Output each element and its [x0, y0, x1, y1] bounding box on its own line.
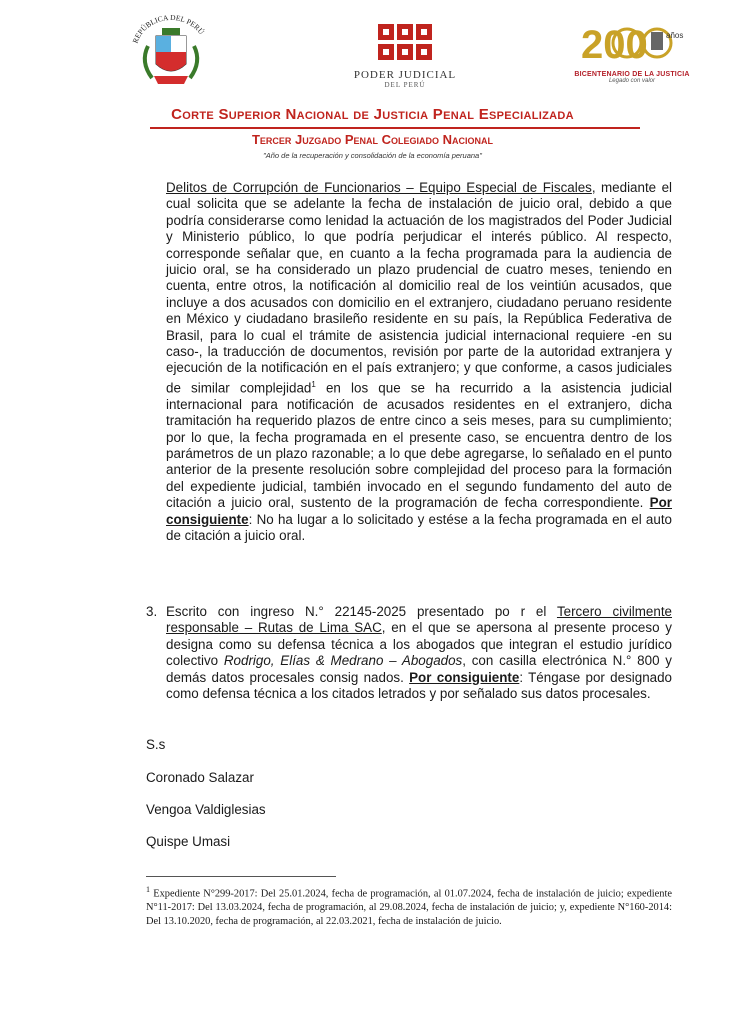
fiscal-team-ref: Delitos de Corrupción de Funcionarios – Equipo Especial de Fiscales	[166, 180, 592, 195]
bicentenario-logo	[572, 18, 692, 90]
svg-text:200: 200	[581, 23, 648, 66]
seal-caption-icon: REPÚBLICA DEL PERÚ	[130, 12, 207, 45]
poder-judicial-icon	[376, 22, 434, 62]
court-title: Corte Superior Nacional de Justicia Penal Especializada	[171, 106, 574, 123]
coat-of-arms-icon	[126, 12, 216, 92]
poder-judicial-name: PODER JUDICIAL	[353, 69, 457, 81]
bicentenario-tagline: Legado con valor	[608, 78, 656, 84]
paragraph-continuation	[166, 180, 672, 544]
por-consiguiente-label: Por consiguiente	[166, 495, 672, 527]
year-motto: "Año de la recuperación y consolidación de la economía peruana"	[263, 151, 482, 160]
title-divider	[150, 127, 640, 129]
para3-text-b: , en el que se apersona al presente proceso y designa como su defensa técnica a los abogados que integran el estudio jurídico colectivo	[166, 620, 673, 669]
signature-judge-2: Vengoa Valdiglesias	[146, 802, 266, 817]
bicentenario-200-icon	[577, 18, 687, 66]
footnote-mark: 1	[146, 885, 150, 894]
tercero-ref: Tercero civilmente responsable – Rutas de Lima SAC	[166, 604, 672, 636]
paragraph-number: 3.	[146, 604, 158, 619]
para1-text-b: en los que se ha recurrido a la asistencia judicial internacional para notificación de acusados residentes en el extranjero, dicha tramitación ha requerido plazos de entre cinco a seis meses, para su cumplimiento; por lo que, la fecha programada en el presente caso, se encuentra dentro de los parámetros de un plazo razonable; a lo que debe agregarse, lo señalado en el punto anterior de la presente resolución sobre complejidad del proceso para la formación del expediente judicial, también invocado en el segundo fundamento del auto de citación a juicio oral, sustento de la programación de fecha correspondiente.	[166, 380, 672, 511]
law-firm-name: Rodrigo, Elías & Medrano – Abogados	[223, 653, 463, 669]
bicentenario-title: BICENTENARIO DE LA JUSTICIA	[574, 71, 690, 78]
para3-text-a: Escrito con ingreso N.° 22145-2025 presentado po r el	[166, 604, 557, 619]
para3-text-d: : Téngase por designado como defensa técnica a los citados letrados y por señalado sus datos procesales.	[166, 669, 672, 702]
para1-text-a: , mediante el cual solicita que se adelante la fecha de instalación de juicio oral, debido a que podría considerarse como lenidad la actuación de los magistrados del Poder Judicial y Ministerio público, lo que podría perjudicar el interés público. Al respecto, corresponde señalar que, en cuanto a la fecha programada para la audiencia de juicio oral, se ha considerado un plazo prudencial de cuatro meses, teniendo en cuenta, entre otros, la notificación al domicilio real de los veintiún acusados, que incluye a dos acusados con domicilio en el extranjero, ciudadano peruano residente en México y ciudadano brasileño residente en su país, la República Federativa de Brasil, para lo cual el trámite de asistencia judicial internacional requiere -en su caso-, la traducción de documentos, revisión por parte de la autoridad extranjera y ejecución de la notificación en el país extranjero; y que conforme, a casos judiciales de similar complejidad	[166, 180, 673, 396]
footnote-text: Expediente N°299-2017: Del 25.01.2024, fecha de programación, al 01.07.2024, fecha de instalación de juicio; expediente N°11-2017: Del 13.03.2024, fecha de programación, al 29.08.2024, fecha de instalación de juicio; y, expediente N°160-2014: Del 13.10.2020, fecha de programación, al 22.03.2021, fecha de instalación de juicio.	[146, 888, 672, 928]
footnote-ref[interactable]: 1	[311, 379, 316, 389]
por-consiguiente-label-2: Por consiguiente	[409, 669, 520, 685]
letterhead	[0, 0, 745, 100]
footnote-divider	[146, 876, 336, 877]
poder-judicial-logo	[340, 22, 470, 92]
signature-judge-3: Quispe Umasi	[146, 834, 231, 849]
svg-text:años: años	[666, 31, 684, 40]
footnote	[146, 883, 672, 929]
poder-judicial-sub: DEL PERÚ	[384, 81, 426, 89]
para1-text-c: : No ha lugar a lo solicitado y estése a la fecha programada en el auto de citación a juicio oral.	[166, 511, 672, 543]
signature-ss: S.s	[146, 737, 166, 752]
para3-text-c: , con casilla electrónica N.° 800 y demás datos procesales consig nados.	[166, 653, 672, 685]
signature-judge-1: Coronado Salazar	[146, 770, 254, 785]
court-subtitle: Tercer Juzgado Penal Colegiado Nacional	[251, 132, 494, 147]
paragraph-3	[146, 604, 672, 702]
